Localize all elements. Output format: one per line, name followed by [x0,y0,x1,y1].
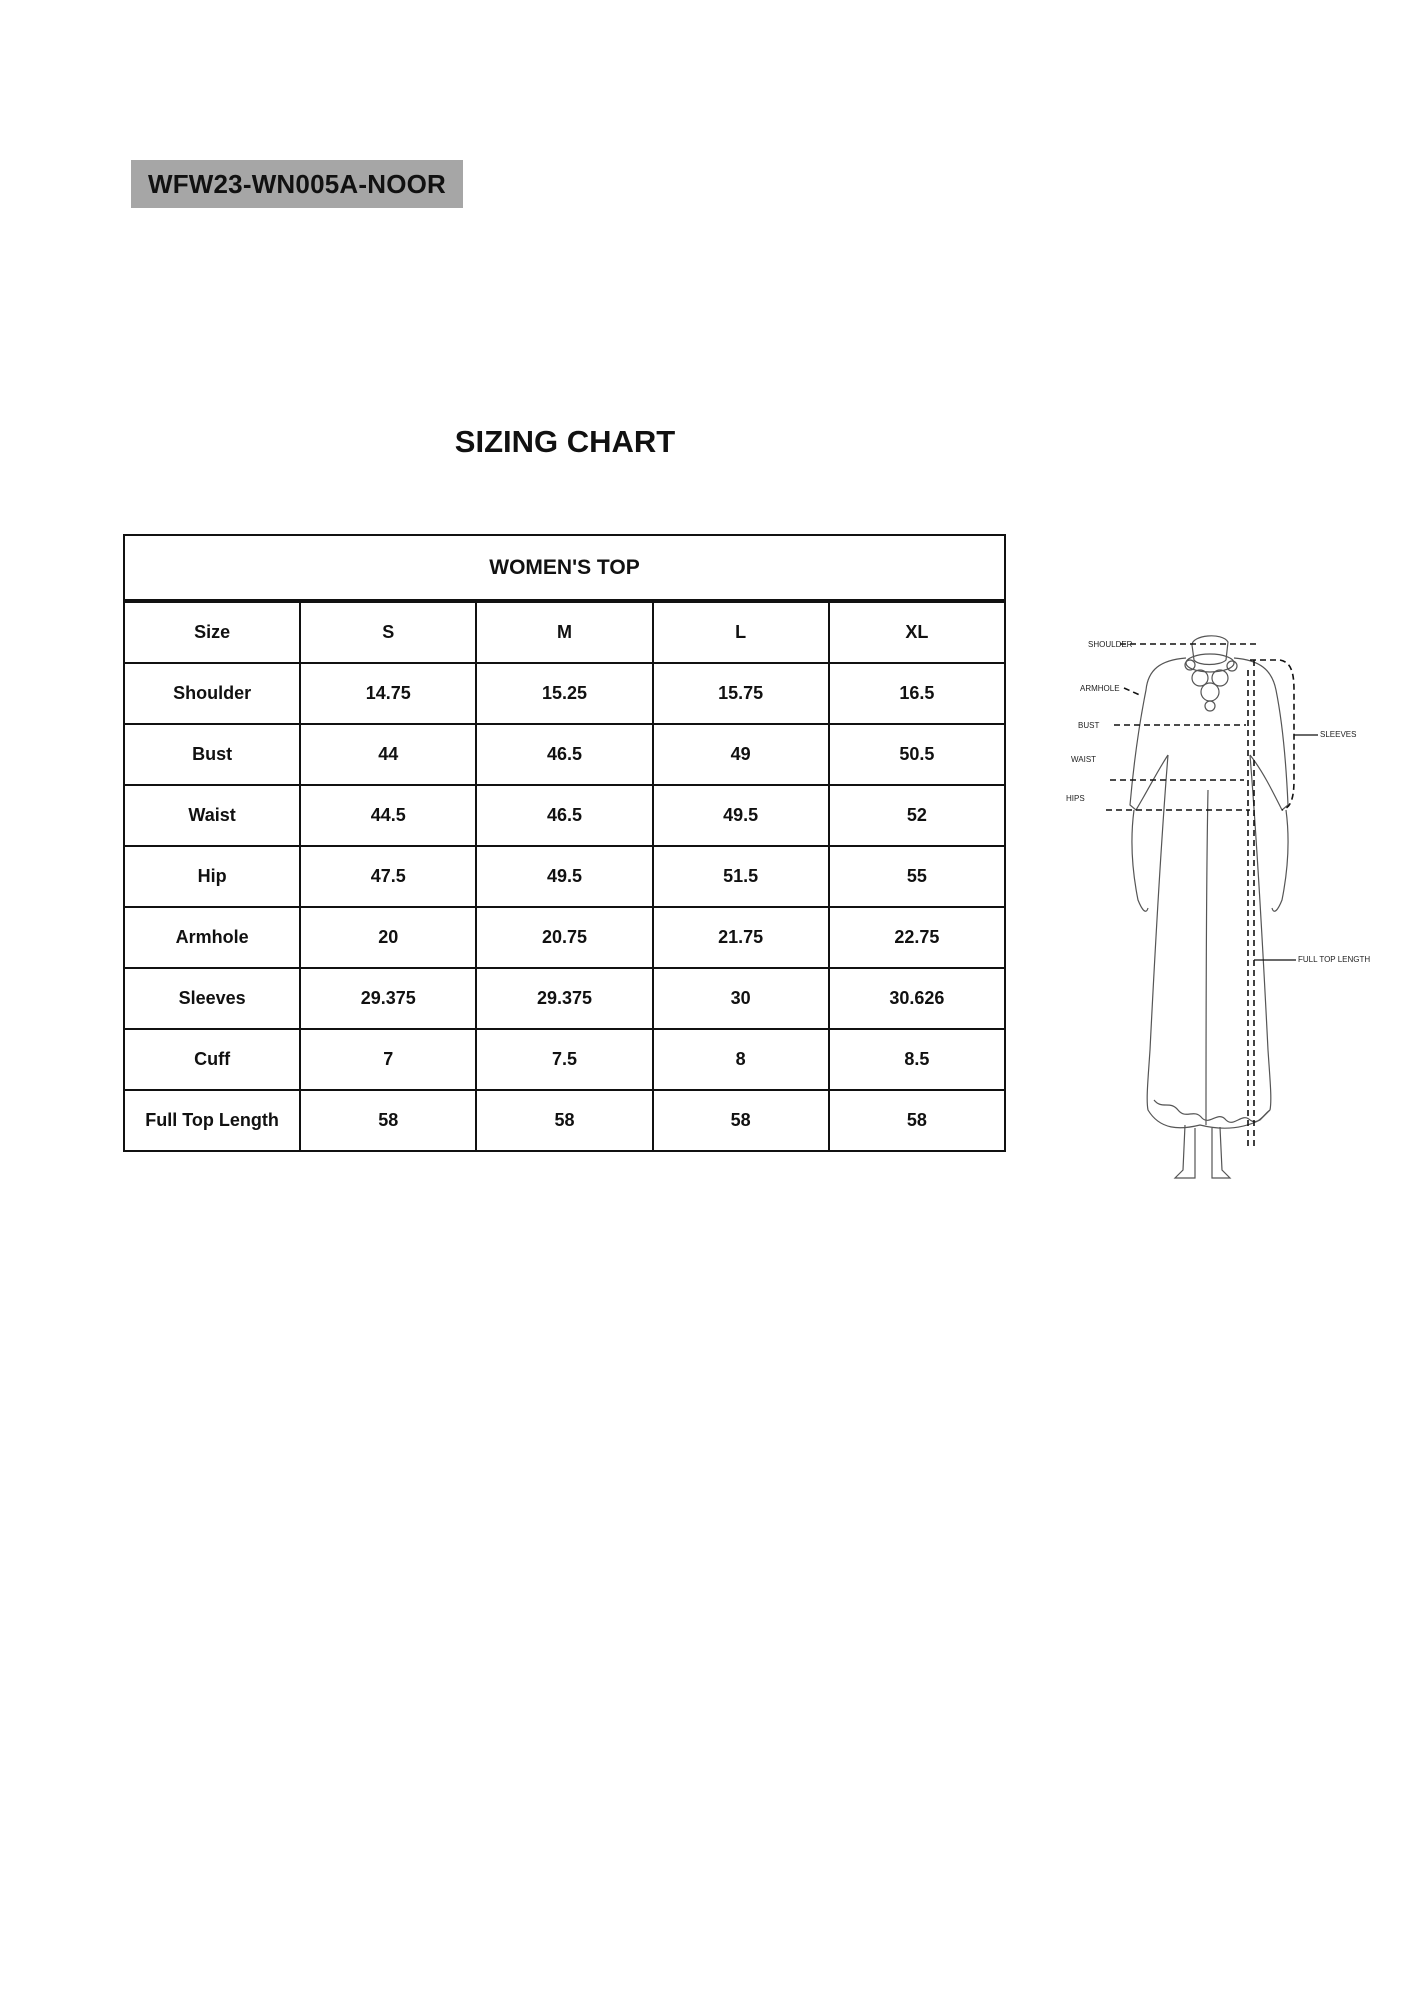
label-shoulder: SHOULDER [1088,640,1133,649]
header-cell: XL [829,601,1005,663]
table-cell: 29.375 [476,968,652,1029]
table-row [124,846,1005,907]
row-label: Bust [124,724,300,785]
table-cell: 8.5 [829,1029,1005,1090]
table-cell: 58 [829,1090,1005,1151]
header-cell: L [653,601,829,663]
table-row [124,1090,1005,1151]
table-cell: 15.25 [476,663,652,724]
garment-measurement-diagram [1050,630,1370,1190]
label-waist: WAIST [1071,755,1097,764]
table-cell: 44.5 [300,785,476,846]
table-cell: 50.5 [829,724,1005,785]
table-cell: 58 [653,1090,829,1151]
table-cell: 52 [829,785,1005,846]
table-row [124,907,1005,968]
header-cell: M [476,601,652,663]
header-cell: S [300,601,476,663]
table-cell: 14.75 [300,663,476,724]
table-cell: 46.5 [476,724,652,785]
table-cell: 58 [300,1090,476,1151]
row-label: Waist [124,785,300,846]
product-code-badge: WFW23-WN005A-NOOR [131,160,463,208]
table-row [124,724,1005,785]
table-cell: 7 [300,1029,476,1090]
table-cell: 46.5 [476,785,652,846]
table-cell: 15.75 [653,663,829,724]
table-title: WOMEN'S TOP [124,535,1005,601]
table-cell: 44 [300,724,476,785]
table-cell: 7.5 [476,1029,652,1090]
row-label: Armhole [124,907,300,968]
table-row [124,1029,1005,1090]
row-label: Hip [124,846,300,907]
table-cell: 30.626 [829,968,1005,1029]
header-cell: Size [124,601,300,663]
table-row [124,968,1005,1029]
table-row [124,785,1005,846]
table-cell: 8 [653,1029,829,1090]
sizing-table [123,534,1006,1152]
table-cell: 16.5 [829,663,1005,724]
label-full-top-length: FULL TOP LENGTH [1298,955,1371,964]
table-header-row [124,601,1005,663]
row-label: Shoulder [124,663,300,724]
table-cell: 29.375 [300,968,476,1029]
table-cell: 20 [300,907,476,968]
table-cell: 49 [653,724,829,785]
table-cell: 58 [476,1090,652,1151]
garment-illustration [1050,630,1370,1190]
label-sleeves: SLEEVES [1320,730,1357,739]
table-cell: 22.75 [829,907,1005,968]
label-armhole: ARMHOLE [1080,684,1120,693]
label-bust: BUST [1078,721,1100,730]
page-title: SIZING CHART [454,424,676,459]
row-label: Sleeves [124,968,300,1029]
table-cell: 51.5 [653,846,829,907]
table-cell: 20.75 [476,907,652,968]
row-label: Full Top Length [124,1090,300,1151]
table-cell: 49.5 [653,785,829,846]
table-cell: 49.5 [476,846,652,907]
table-row [124,663,1005,724]
table-cell: 47.5 [300,846,476,907]
row-label: Cuff [124,1029,300,1090]
table-cell: 55 [829,846,1005,907]
label-hips: HIPS [1066,794,1085,803]
table-cell: 30 [653,968,829,1029]
table-cell: 21.75 [653,907,829,968]
